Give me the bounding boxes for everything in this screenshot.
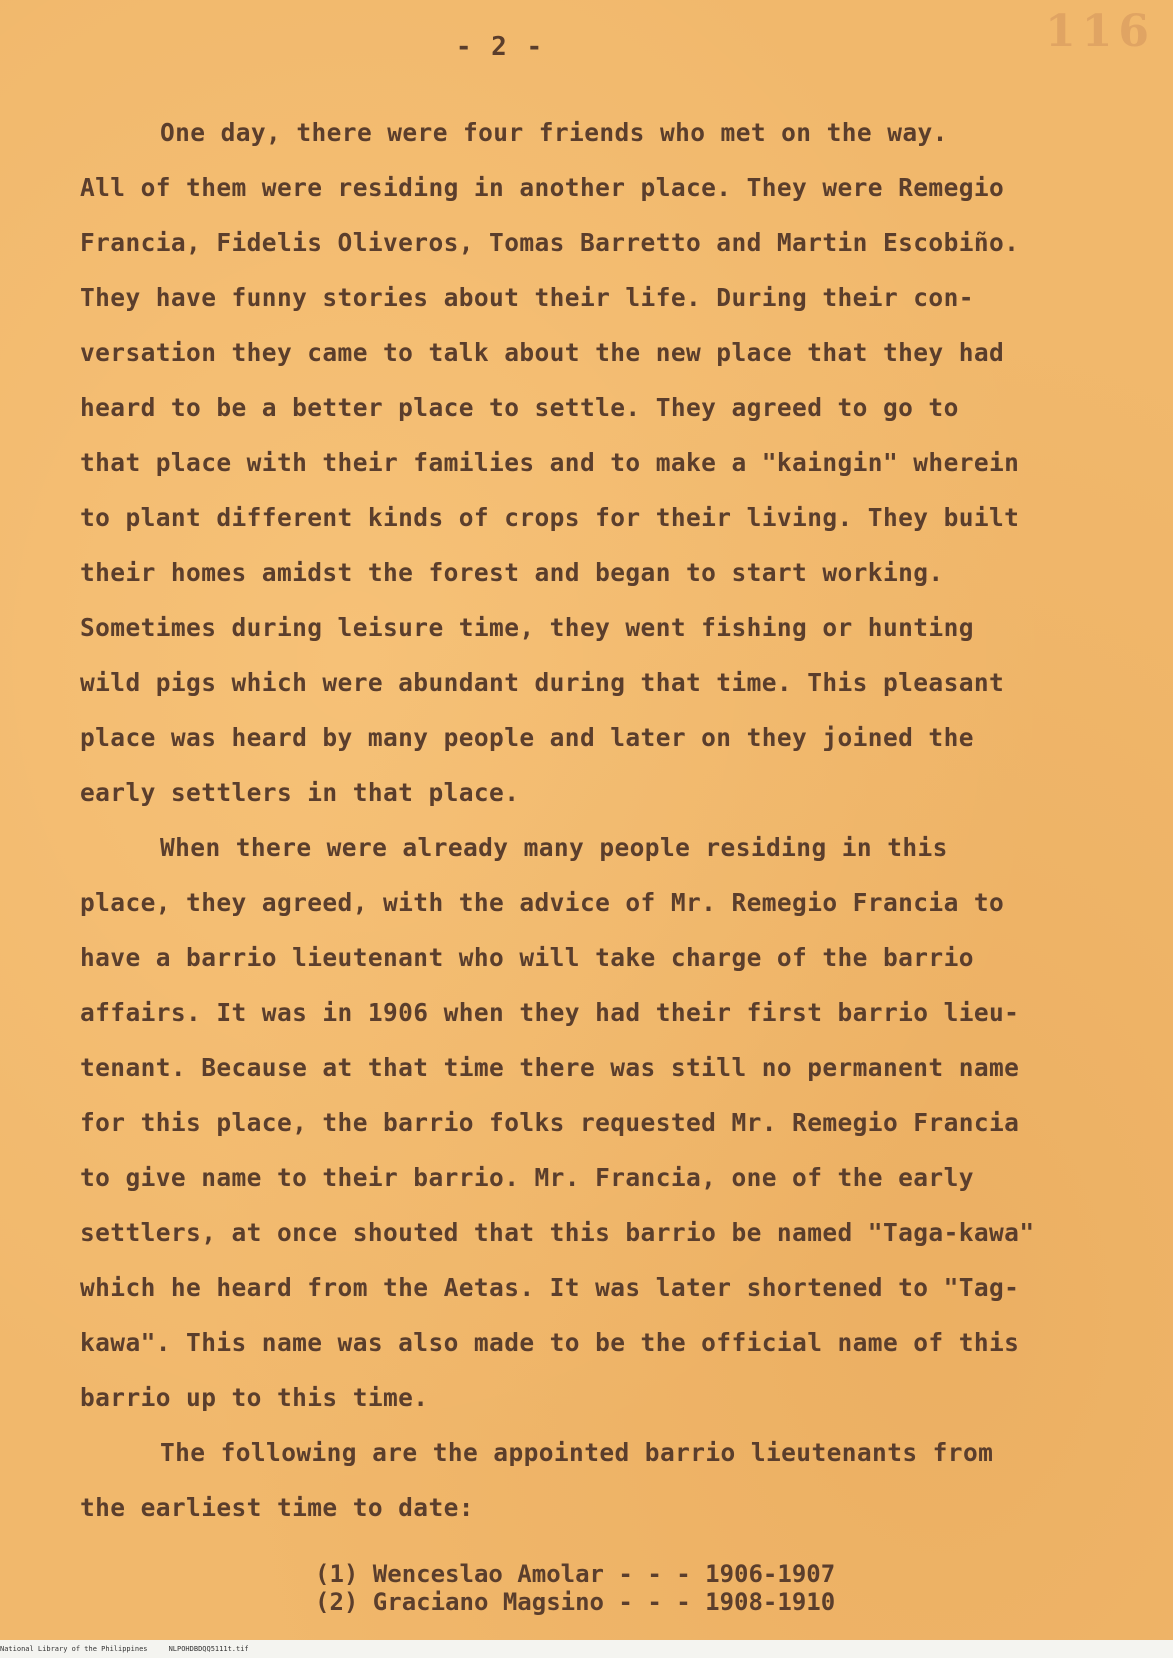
text-line: affairs. It was in 1906 when they had their first barrio lieu- [80,998,1020,1027]
page-number: - 2 - [455,32,545,62]
text-line: to plant different kinds of crops for their living. They built [80,503,1020,532]
text-line: kawa". This name was also made to be the official name of this [80,1328,1020,1357]
text-line: versation they came to talk about the new place that they had [80,338,1005,367]
text-line: have a barrio lieutenant who will take charge of the barrio [80,943,974,972]
text-line: Francia, Fidelis Oliveros, Tomas Barretto and Martin Escobiño. [80,228,1020,257]
text-line: early settlers in that place. [80,778,520,807]
text-line: to give name to their barrio. Mr. Francia, one of the early [80,1163,974,1192]
list-item: (2) Graciano Magsino - - - 1908-1910 [315,1588,836,1616]
text-line: Sometimes during leisure time, they went fishing or hunting [80,613,974,642]
text-line: heard to be a better place to settle. They agreed to go to [80,393,959,422]
text-line: One day, there were four friends who met on the way. [160,118,948,147]
text-line: When there were already many people residing in this [160,833,948,862]
page-stamp: 116 [1045,6,1155,57]
text-line: their homes amidst the forest and began to start working. [80,558,944,587]
text-line: for this place, the barrio folks requested Mr. Remegio Francia [80,1108,1020,1137]
text-line: settlers, at once shouted that this barrio be named "Taga-kawa" [80,1218,1035,1247]
text-line: tenant. Because at that time there was still no permanent name [80,1053,1020,1082]
text-line: All of them were residing in another place. They were Remegio [80,173,1005,202]
text-line: The following are the appointed barrio lieutenants from [160,1438,994,1467]
text-line: that place with their families and to make a "kaingin" wherein [80,448,1020,477]
text-line: They have funny stories about their life. During their con- [80,283,974,312]
text-line: which he heard from the Aetas. It was later shortened to "Tag- [80,1273,1020,1302]
scan-footer: National Library of the Philippines NLPOHDBDQQ5111t.tif [0,1645,249,1653]
text-line: the earliest time to date: [80,1493,474,1522]
list-item: (1) Wenceslao Amolar - - - 1906-1907 [315,1560,836,1588]
text-line: place, they agreed, with the advice of Mr. Remegio Francia to [80,888,1005,917]
text-line: barrio up to this time. [80,1383,429,1412]
text-line: wild pigs which were abundant during that time. This pleasant [80,668,1005,697]
lieutenant-list [315,1560,835,1616]
document-body [80,105,1100,1535]
text-line: place was heard by many people and later on they joined the [80,723,974,752]
